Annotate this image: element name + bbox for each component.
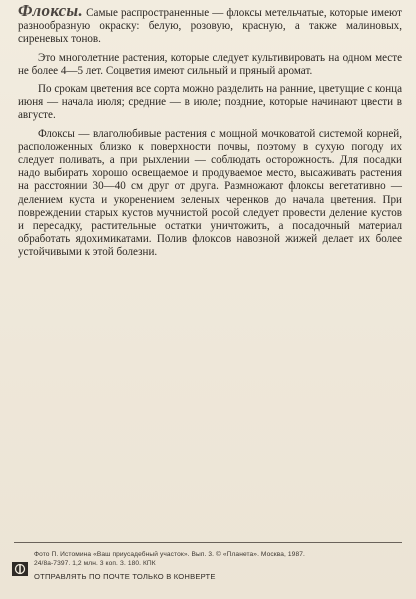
paragraph-4: Флоксы — влаголюбивые растения с мощной мочковатой системой корней, расположенных близко к поверхности почвы, поэтому в сухую погоду их следует поливать, а при рыхлении — соблюдать осторожность. Для посадки надо выбирать хорошо освещаемое и продуваемое место, высаживать растения на расстоянии 30—40 см друг от друга. Размножают флоксы вегетативно — делением куста и укоренением зеленых черенков до начала цветения. При повреждении старых кустов мучнистой росой следует провести деление кустов и пересадку, растительные остатки уничтожить, а посадочный материал обработать ядохимикатами. Полив флоксов навозной жижей делает их более устойчивыми к этой болезни. xyxy=(18,127,402,259)
article-body xyxy=(18,1,402,260)
paragraph-3: По срокам цветения все сорта можно разделить на ранние, цветущие с конца июня — начала июля; средние — в июле; поздние, которые начинают цвести в августе. xyxy=(18,83,402,122)
publisher-logo-icon xyxy=(12,562,28,576)
imprint-print-line: 24/8а-7397. 1,2 млн. 3 коп. З. 180. КПК xyxy=(34,559,156,567)
footer-divider xyxy=(14,542,402,543)
paragraph-intro xyxy=(18,1,402,47)
mail-notice: ОТПРАВЛЯТЬ ПО ПОЧТЕ ТОЛЬКО В КОНВЕРТЕ xyxy=(34,572,216,581)
paragraph-1-text: Самые распространенные — флоксы метельчатые, которые имеют разнообразную окраску: белую, розовую, красную, а также малиновых, сиреневых тонов. xyxy=(18,7,402,46)
imprint xyxy=(34,551,305,568)
paragraph-2: Это многолетние растения, которые следует культивировать на одном месте не более 4—5 лет. Соцветия имеют сильный и пряный аромат. xyxy=(18,51,402,77)
article-title: Флоксы. xyxy=(18,1,84,20)
imprint-credit-line: Фото П. Истомина «Ваш приусадебный участок». Вып. 3. © «Планета». Москва, 1987. xyxy=(34,551,305,558)
